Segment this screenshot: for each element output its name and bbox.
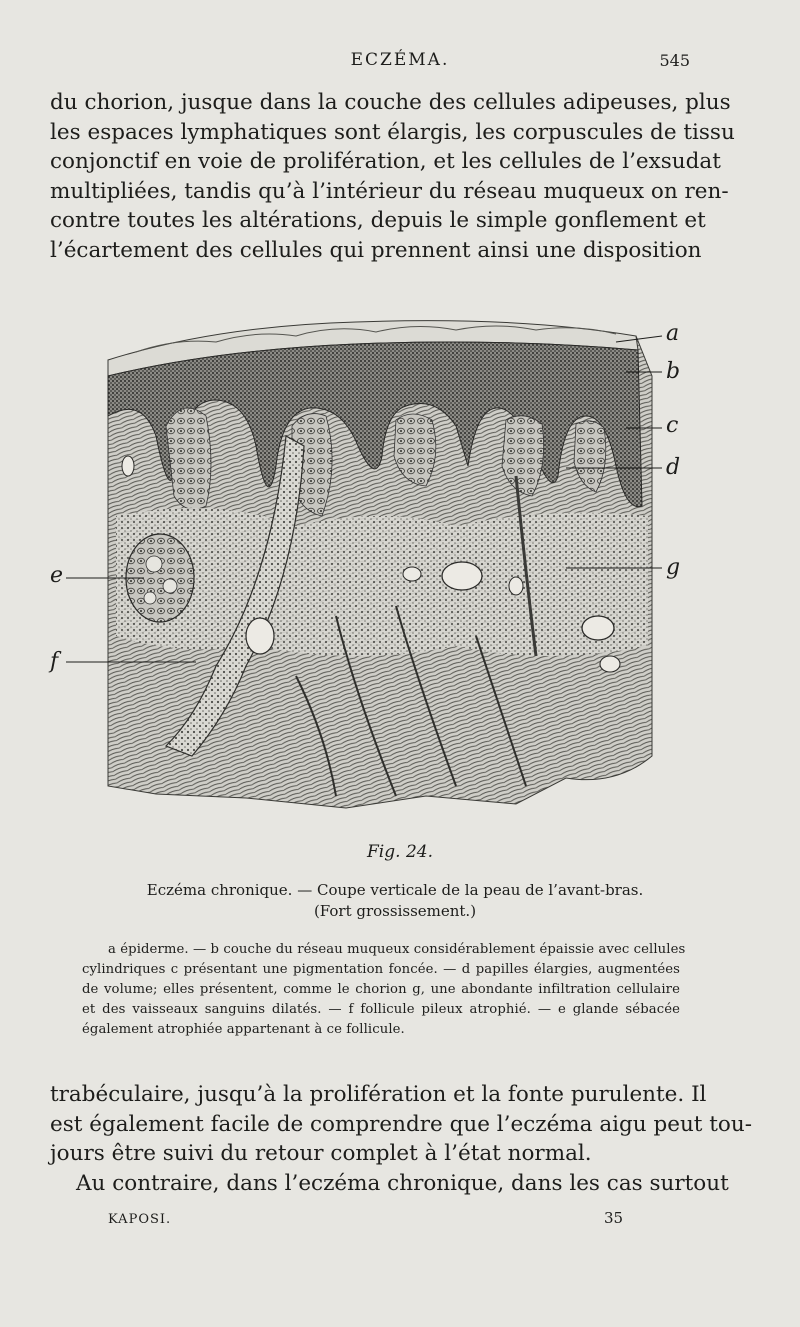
text-line: du chorion, jusque dans la couche des cellules adipeuses, plus: [50, 90, 731, 115]
figure-legend: [82, 940, 686, 1040]
figure-label-c: c: [666, 413, 679, 438]
caption-line: (Fort grossissement.): [313, 902, 477, 920]
figure-label-f: f: [50, 649, 59, 674]
bottom-paragraph: [50, 1080, 752, 1198]
figure-label-b: b: [666, 359, 681, 384]
text-line: contre toutes les altérations, depuis le simple gonflement et: [50, 208, 706, 234]
figure-number: Fig. 24.: [367, 842, 433, 862]
text-line: jours être suivi du retour complet à l’état normal.: [50, 1141, 592, 1167]
figure-label-a: a: [666, 321, 680, 346]
text-line: les espaces lymphatiques sont élargis, les corpuscules de tissu: [50, 119, 735, 145]
legend-line: de volume; elles présentent, comme le chorion g, une abondante infiltration cellulaire: [82, 982, 680, 997]
page-number: 545: [659, 51, 690, 70]
skin-section-illustration: [50, 316, 696, 810]
figure-label-d: d: [666, 455, 681, 480]
legend-line: et des vaisseaux sanguins dilatés. — f follicule pileux atrophié. — e glande sébacée: [82, 1002, 680, 1017]
caption-line: Eczéma chronique. — Coupe verticale de la peau de l’avant-bras.: [146, 881, 644, 899]
text-line: trabéculaire, jusqu’à la prolifération et la fonte purulente. Il: [50, 1082, 707, 1107]
legend-line: a épiderme. — b couche du réseau muqueux considérablement épaissie avec cellules: [108, 942, 686, 957]
running-title: ECZÉMA.: [350, 50, 450, 70]
top-paragraph: [50, 88, 735, 266]
legend-line: cylindriques c présentant une pigmentation foncée. — d papilles élargies, augmentées: [82, 962, 680, 977]
running-head: [0, 50, 800, 74]
text-line: multipliées, tandis qu’à l’intérieur du réseau muqueux on ren-: [50, 178, 729, 204]
text-line: conjonctif en voie de prolifération, et les cellules de l’exsudat: [50, 149, 721, 175]
histology-figure: [50, 316, 696, 810]
text-line: Au contraire, dans l’eczéma chronique, dans les cas surtout: [76, 1170, 729, 1196]
text-line: est également facile de comprendre que l’eczéma aigu peut tou-: [50, 1111, 752, 1137]
figure-label-e: e: [50, 563, 64, 588]
figure-caption: [60, 880, 730, 922]
figure-label-g: g: [666, 555, 681, 580]
signature-number: 35: [604, 1209, 624, 1227]
legend-line: également atrophiée appartenant à ce follicule.: [82, 1022, 405, 1037]
signature-mark: KAPOSI.: [108, 1212, 172, 1227]
text-line: l’écartement des cellules qui prennent ainsi une disposition: [50, 237, 702, 263]
